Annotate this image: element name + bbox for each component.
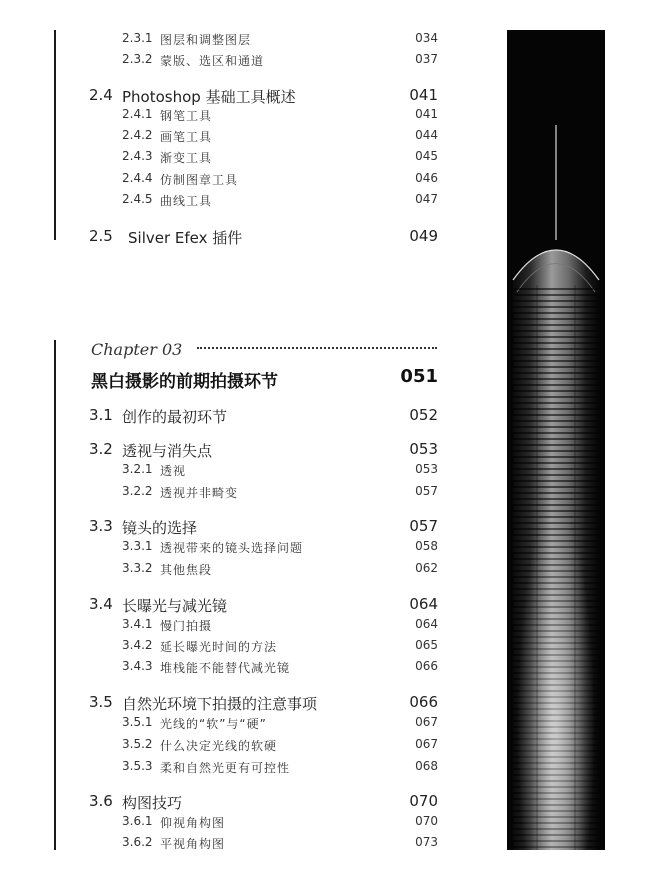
section-title: 透视与消失点 xyxy=(122,442,213,460)
section-page: 064 xyxy=(409,595,438,613)
entry-title: 平视角构图 xyxy=(160,837,226,851)
section-title: 镜头的选择 xyxy=(122,519,198,537)
entry-number: 3.4.2 xyxy=(122,638,153,652)
section-title: 构图技巧 xyxy=(122,794,183,812)
section-number: 2.4 xyxy=(89,86,113,104)
chapter-dotted-rule xyxy=(197,347,437,349)
entry-page: 041 xyxy=(415,107,438,121)
entry-number: 2.4.3 xyxy=(122,149,153,163)
entry-number: 2.4.2 xyxy=(122,128,153,142)
entry-number: 3.6.1 xyxy=(122,814,153,828)
entry-page: 037 xyxy=(415,52,438,66)
section-page: 053 xyxy=(409,440,438,458)
entry-title: 透视带来的镜头选择问题 xyxy=(160,541,304,555)
entry-page: 066 xyxy=(415,659,438,673)
section-page: 041 xyxy=(409,86,438,104)
entry-page: 046 xyxy=(415,171,438,185)
entry-title: 画笔工具 xyxy=(160,130,213,144)
entry-number: 3.6.2 xyxy=(122,835,153,849)
section-page: 049 xyxy=(409,227,438,245)
entry-title: 钢笔工具 xyxy=(160,109,213,123)
entry-page: 064 xyxy=(415,617,438,631)
entry-page: 034 xyxy=(415,31,438,45)
section-title: 长曝光与减光镜 xyxy=(122,597,228,615)
section-number: 3.5 xyxy=(89,693,113,711)
entry-page: 068 xyxy=(415,759,438,773)
entry-title: 蒙版、选区和通道 xyxy=(160,54,265,68)
section-page: 057 xyxy=(409,517,438,535)
section-title: Photoshop 基础工具概述 xyxy=(122,88,296,106)
entry-number: 3.4.1 xyxy=(122,617,153,631)
entry-number: 2.3.2 xyxy=(122,52,153,66)
entry-title: 延长曝光时间的方法 xyxy=(160,640,278,654)
entry-title: 透视 xyxy=(160,464,187,478)
entry-title: 透视并非畸变 xyxy=(160,486,239,500)
entry-number: 2.4.1 xyxy=(122,107,153,121)
section-page: 052 xyxy=(409,406,438,424)
entry-title: 什么决定光线的软硬 xyxy=(160,739,278,753)
entry-page: 067 xyxy=(415,737,438,751)
entry-number: 2.4.4 xyxy=(122,171,153,185)
skyscraper-photo xyxy=(507,30,605,850)
entry-title: 曲线工具 xyxy=(160,194,213,208)
section-number: 3.6 xyxy=(89,792,113,810)
entry-number: 3.2.1 xyxy=(122,462,153,476)
entry-title: 仰视角构图 xyxy=(160,816,226,830)
section-page: 066 xyxy=(409,693,438,711)
entry-number: 3.5.2 xyxy=(122,737,153,751)
entry-number: 3.4.3 xyxy=(122,659,153,673)
entry-page: 057 xyxy=(415,484,438,498)
section-title: 创作的最初环节 xyxy=(122,408,228,426)
entry-page: 065 xyxy=(415,638,438,652)
entry-title: 图层和调整图层 xyxy=(160,33,252,47)
entry-number: 3.3.2 xyxy=(122,561,153,575)
entry-page: 045 xyxy=(415,149,438,163)
entry-title: 渐变工具 xyxy=(160,151,213,165)
entry-page: 062 xyxy=(415,561,438,575)
entry-page: 053 xyxy=(415,462,438,476)
entry-number: 3.5.3 xyxy=(122,759,153,773)
entry-title: 柔和自然光更有可控性 xyxy=(160,761,291,775)
entry-page: 067 xyxy=(415,715,438,729)
entry-number: 3.2.2 xyxy=(122,484,153,498)
entry-title: 其他焦段 xyxy=(160,563,213,577)
chapter-page: 051 xyxy=(400,366,438,387)
entry-page: 058 xyxy=(415,539,438,553)
entry-page: 047 xyxy=(415,192,438,206)
section-page: 070 xyxy=(409,792,438,810)
section-title: Silver Efex 插件 xyxy=(128,229,243,247)
entry-title: 慢门拍摄 xyxy=(160,619,213,633)
entry-title: 光线的“软”与“硬” xyxy=(160,717,267,731)
entry-title: 堆栈能不能替代减光镜 xyxy=(160,661,291,675)
entry-number: 2.3.1 xyxy=(122,31,153,45)
section-title: 自然光环境下拍摄的注意事项 xyxy=(122,695,318,713)
entry-number: 2.4.5 xyxy=(122,192,153,206)
entry-page: 044 xyxy=(415,128,438,142)
section-number: 3.2 xyxy=(89,440,113,458)
section-number: 3.3 xyxy=(89,517,113,535)
entry-page: 073 xyxy=(415,835,438,849)
chapter-title[interactable]: 黑白摄影的前期拍摄环节 xyxy=(91,372,278,392)
entry-title: 仿制图章工具 xyxy=(160,173,239,187)
entry-number: 3.3.1 xyxy=(122,539,153,553)
section-number: 2.5 xyxy=(89,227,113,245)
section-number: 3.4 xyxy=(89,595,113,613)
chapter-label: Chapter 03 xyxy=(91,340,183,359)
entry-number: 3.5.1 xyxy=(122,715,153,729)
entry-page: 070 xyxy=(415,814,438,828)
section-number: 3.1 xyxy=(89,406,113,424)
